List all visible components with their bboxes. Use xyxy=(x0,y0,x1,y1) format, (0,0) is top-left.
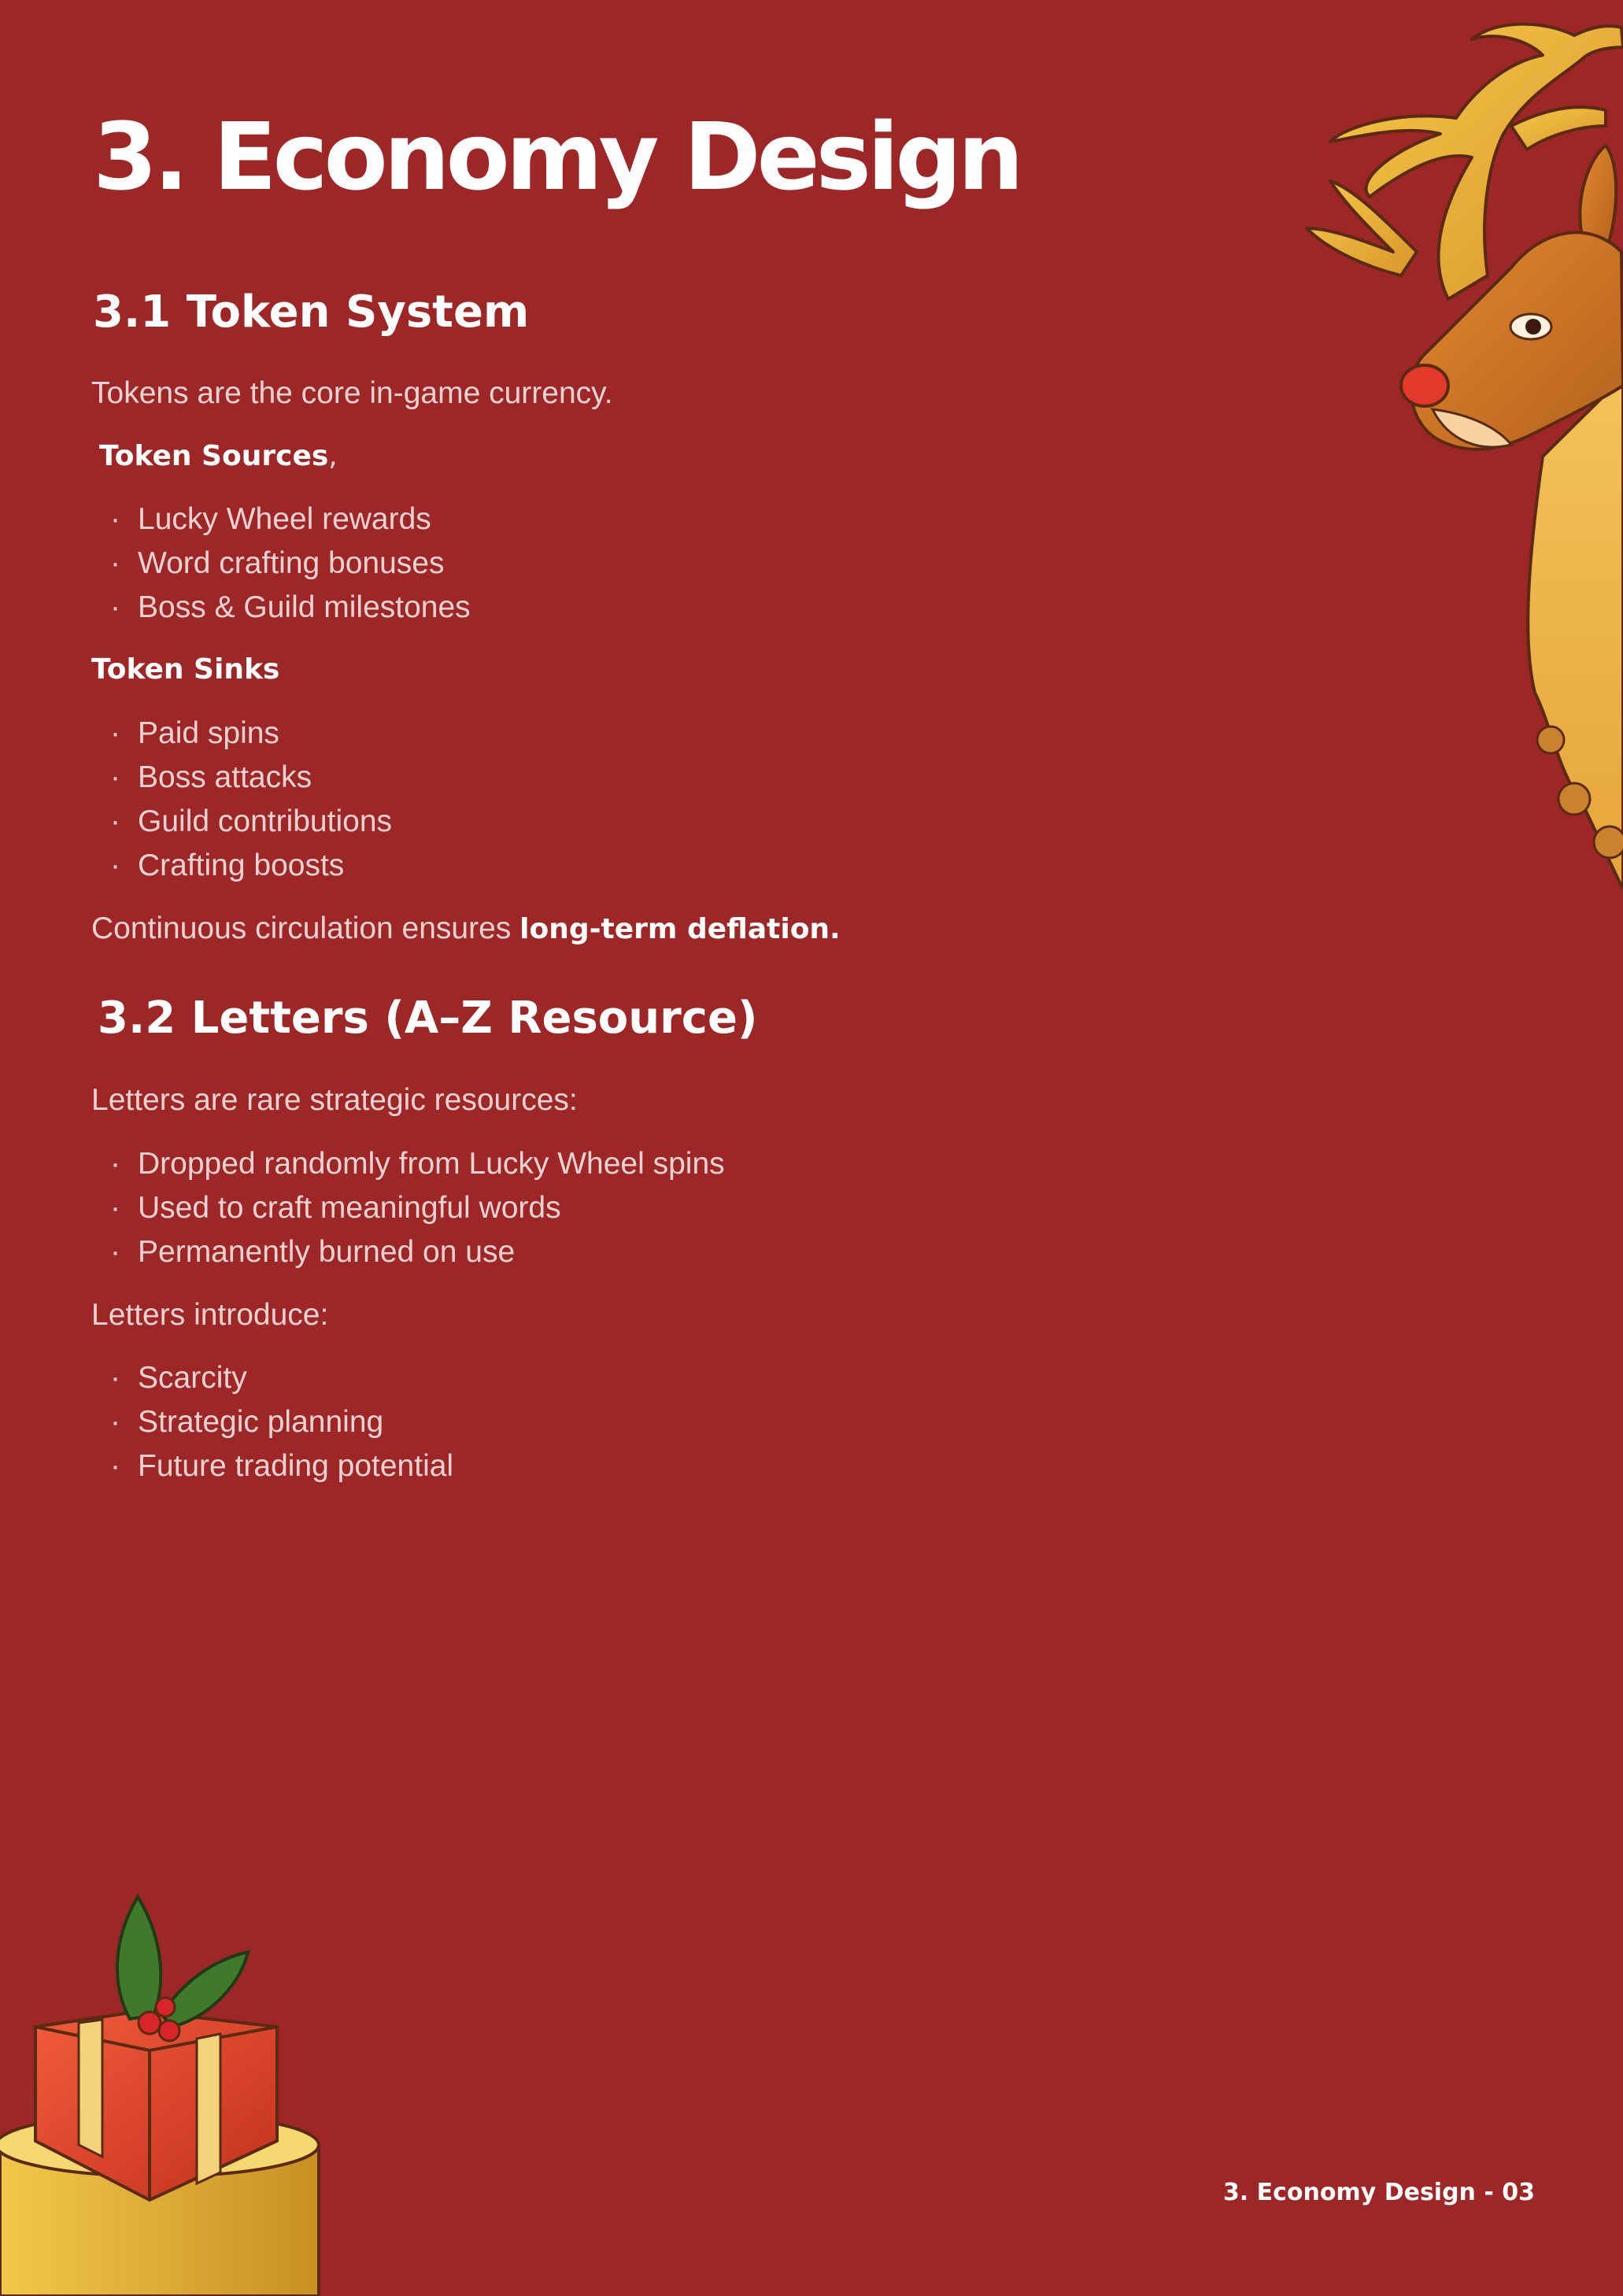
reindeer-illustration xyxy=(1212,16,1623,889)
token-sinks-label: Token Sinks xyxy=(91,653,280,686)
letters-introduce-list xyxy=(93,1356,453,1488)
section-heading-letters: 3.2 Letters (A–Z Resource) xyxy=(98,993,758,1044)
list-item: · Future trading potential xyxy=(93,1444,453,1488)
token-conclusion-emphasis: long-term deflation. xyxy=(519,913,841,945)
list-item: · Dropped randomly from Lucky Wheel spins xyxy=(93,1142,725,1186)
token-intro: Tokens are the core in-game currency. xyxy=(91,376,613,410)
list-item: · Used to craft meaningful words xyxy=(93,1186,725,1230)
list-item: · Guild contributions xyxy=(93,800,392,844)
page-footer: 3. Economy Design - 03 xyxy=(1222,2179,1535,2206)
list-item: · Permanently burned on use xyxy=(93,1230,725,1274)
section-heading-token-system: 3.1 Token System xyxy=(93,287,530,338)
list-item: · Boss attacks xyxy=(93,756,392,800)
letters-intro: Letters are rare strategic resources: xyxy=(91,1083,578,1117)
token-sources-list xyxy=(93,497,471,630)
list-item: · Lucky Wheel rewards xyxy=(93,497,471,542)
letters-introduce-label: Letters introduce: xyxy=(91,1298,329,1332)
page-title: 3. Economy Design xyxy=(93,102,1020,211)
list-item: · Word crafting bonuses xyxy=(93,542,471,586)
token-conclusion-text: Continuous circulation ensures xyxy=(91,911,520,945)
token-conclusion xyxy=(91,911,841,948)
gift-box-illustration xyxy=(0,1881,331,2296)
token-sources-label-punct: , xyxy=(328,440,338,472)
token-sources-label-text: Token Sources xyxy=(99,440,329,472)
list-item: · Paid spins xyxy=(93,712,392,756)
letters-facts-list xyxy=(93,1142,725,1274)
list-item: · Strategic planning xyxy=(93,1400,453,1444)
list-item: · Crafting boosts xyxy=(93,844,392,888)
list-item: · Scarcity xyxy=(93,1356,453,1400)
list-item: · Boss & Guild milestones xyxy=(93,586,471,630)
token-sources-label xyxy=(99,439,338,473)
token-sinks-list xyxy=(93,712,392,888)
